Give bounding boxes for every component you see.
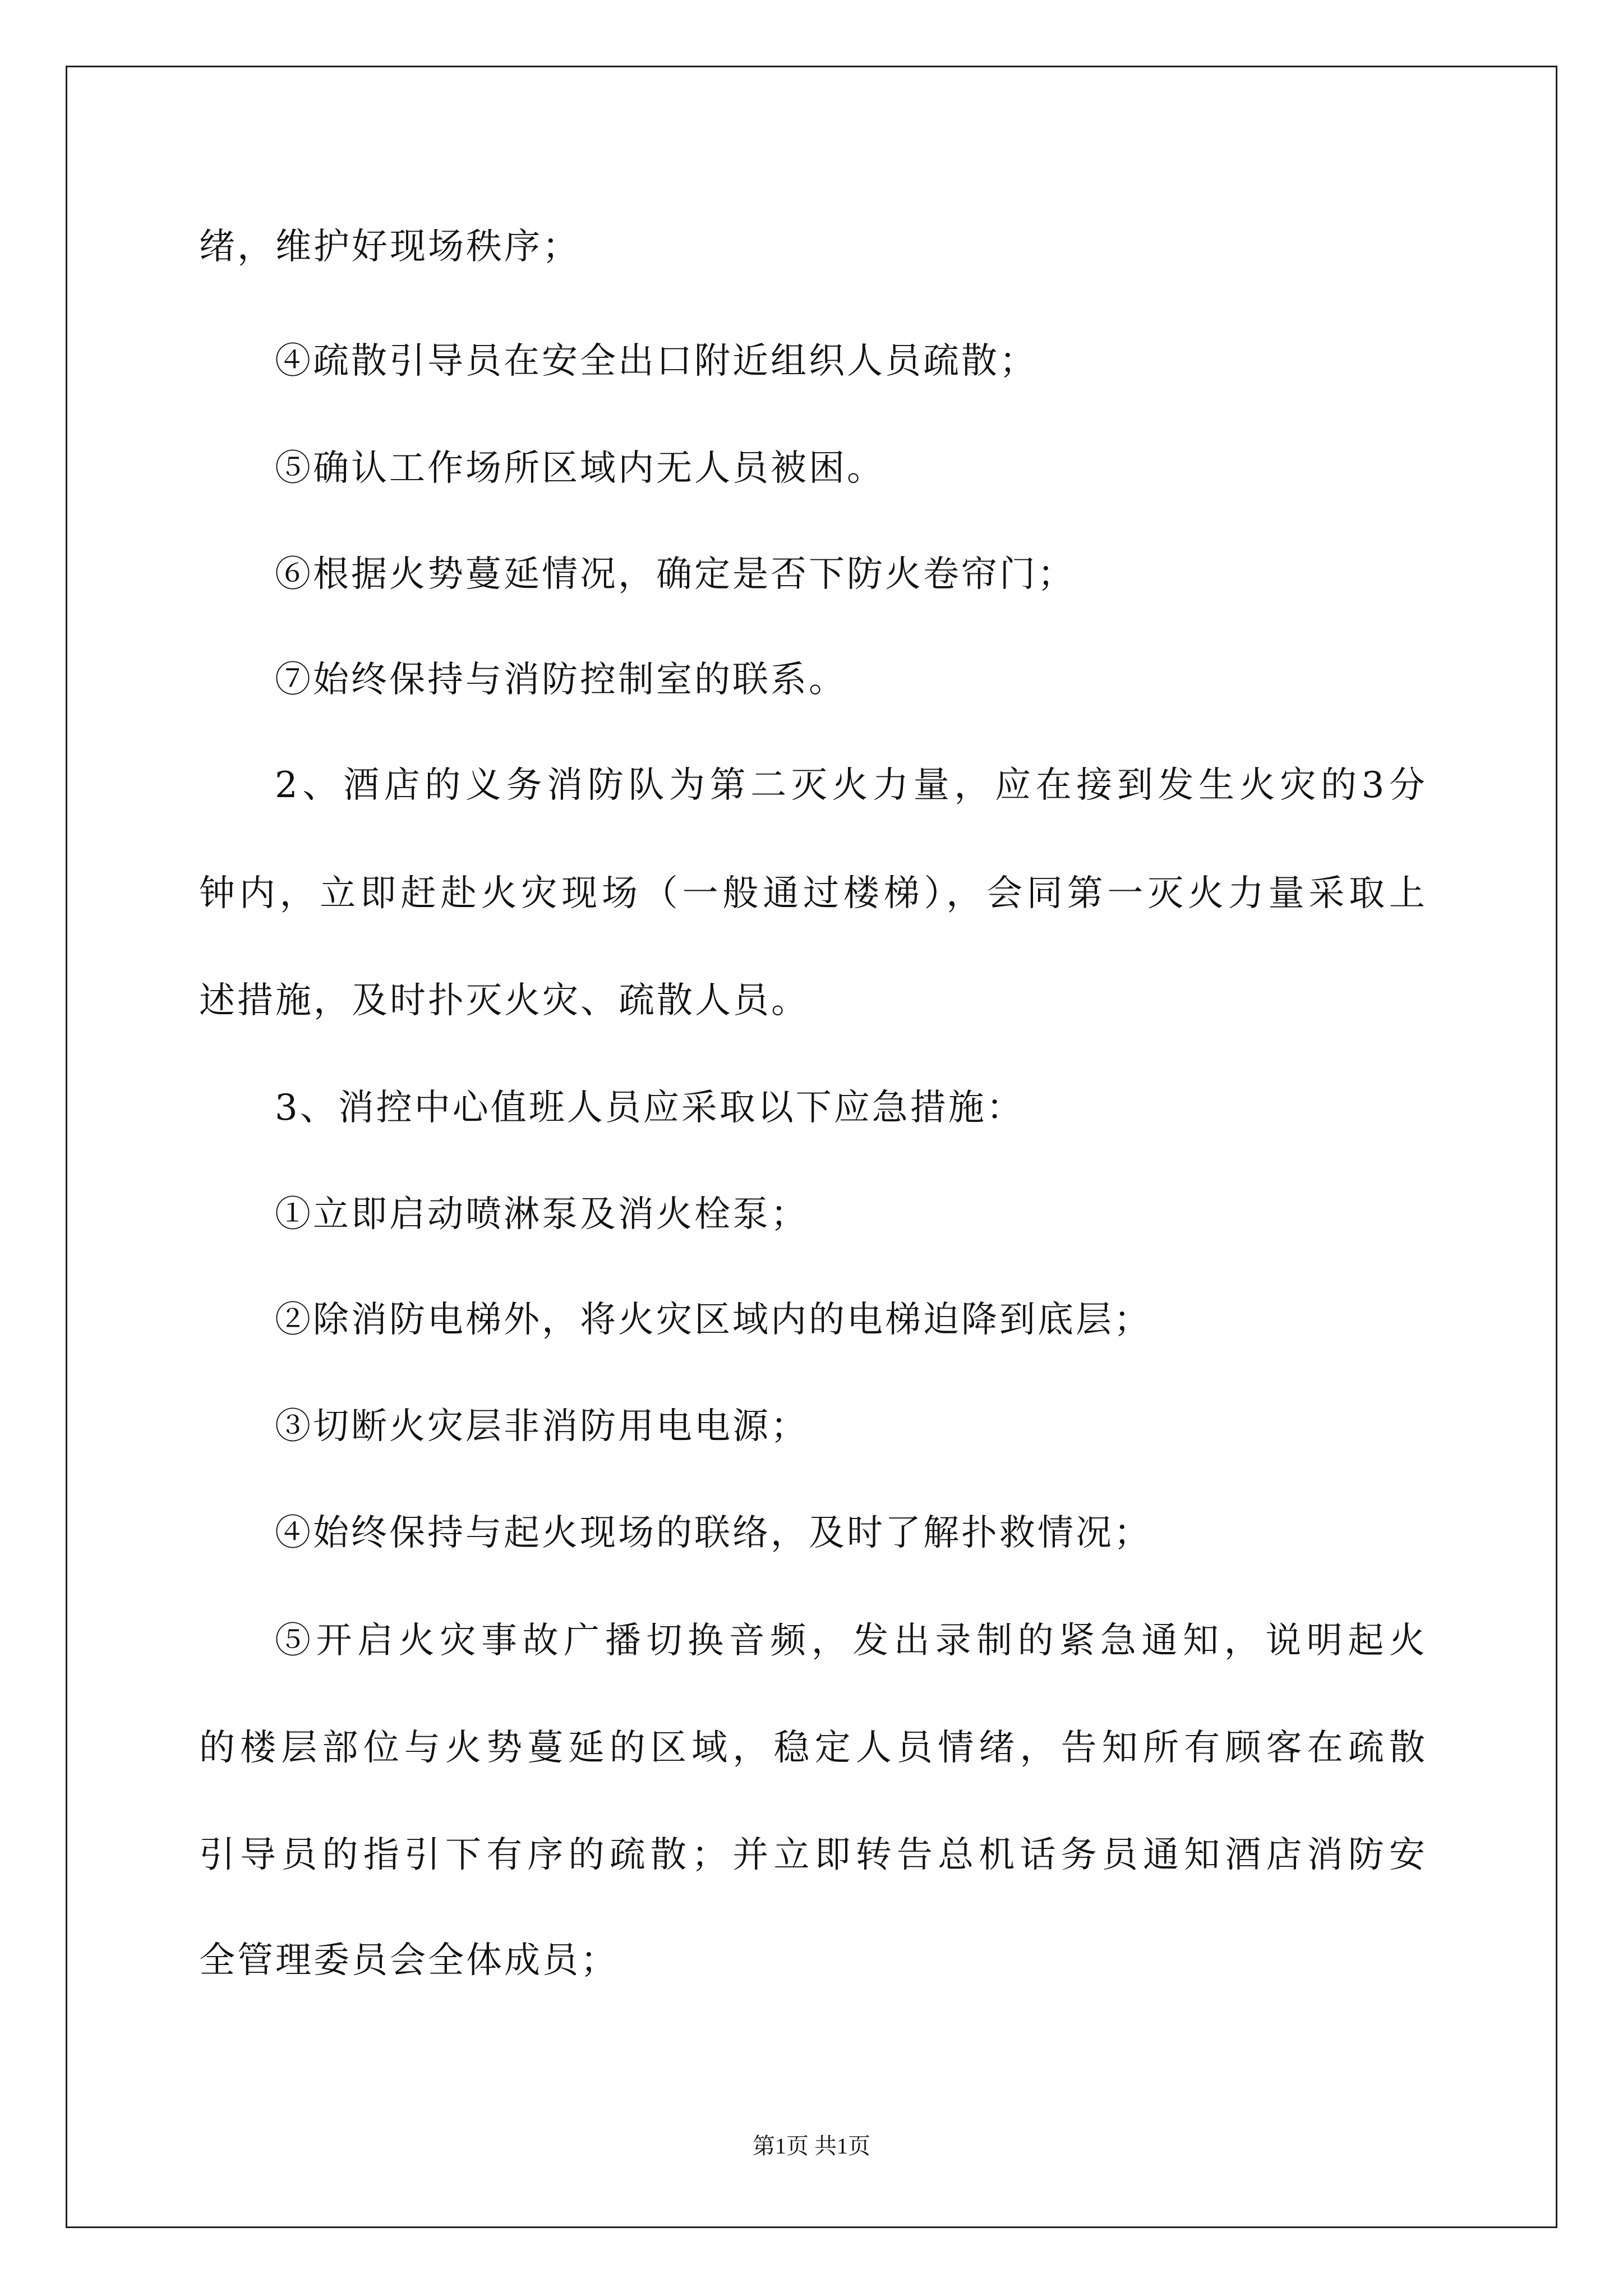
text-line: ⑦始终保持与消防控制室的联系。	[275, 659, 847, 701]
text-line: 述措施，及时扑灭火灾、疏散人员。	[199, 980, 809, 1022]
text-line: 全管理委员会全体成员；	[199, 1940, 619, 1981]
text-line: 3、消控中心值班人员应采取以下应急措施：	[275, 1087, 1025, 1129]
text-line: 引导员的指引下有序的疏散；并立即转告总机话务员通知酒店消防安	[199, 1834, 1427, 1876]
text-line: ⑤开启火灾事故广播切换音频，发出录制的紧急通知，说明起火	[275, 1620, 1427, 1662]
text-line: ⑥根据火势蔓延情况，确定是否下防火卷帘门；	[275, 554, 1076, 595]
text-line: ④始终保持与起火现场的联络，及时了解扑救情况；	[275, 1512, 1152, 1554]
page-frame	[66, 66, 1557, 2228]
text-line: 绪，维护好现场秩序；	[199, 226, 580, 268]
text-line: 2、酒店的义务消防队为第二灭火力量，应在接到发生火灾的3分	[275, 765, 1427, 806]
text-line: 钟内，立即赶赴火灾现场（一般通过楼梯），会同第一灭火力量采取上	[199, 873, 1427, 914]
text-line: ④疏散引导员在安全出口附近组织人员疏散；	[275, 341, 1038, 382]
text-line: ②除消防电梯外，将火灾区域内的电梯迫降到底层；	[275, 1299, 1152, 1341]
page-footer: 第1页 共1页	[753, 2133, 870, 2159]
text-line: ③切断火灾层非消防用电电源；	[275, 1406, 809, 1447]
text-line: ⑤确认工作场所区域内无人员被困。	[275, 448, 885, 489]
text-line: 的楼层部位与火势蔓延的区域，稳定人员情绪，告知所有顾客在疏散	[199, 1727, 1427, 1769]
text-line: ①立即启动喷淋泵及消火栓泵；	[275, 1194, 809, 1235]
